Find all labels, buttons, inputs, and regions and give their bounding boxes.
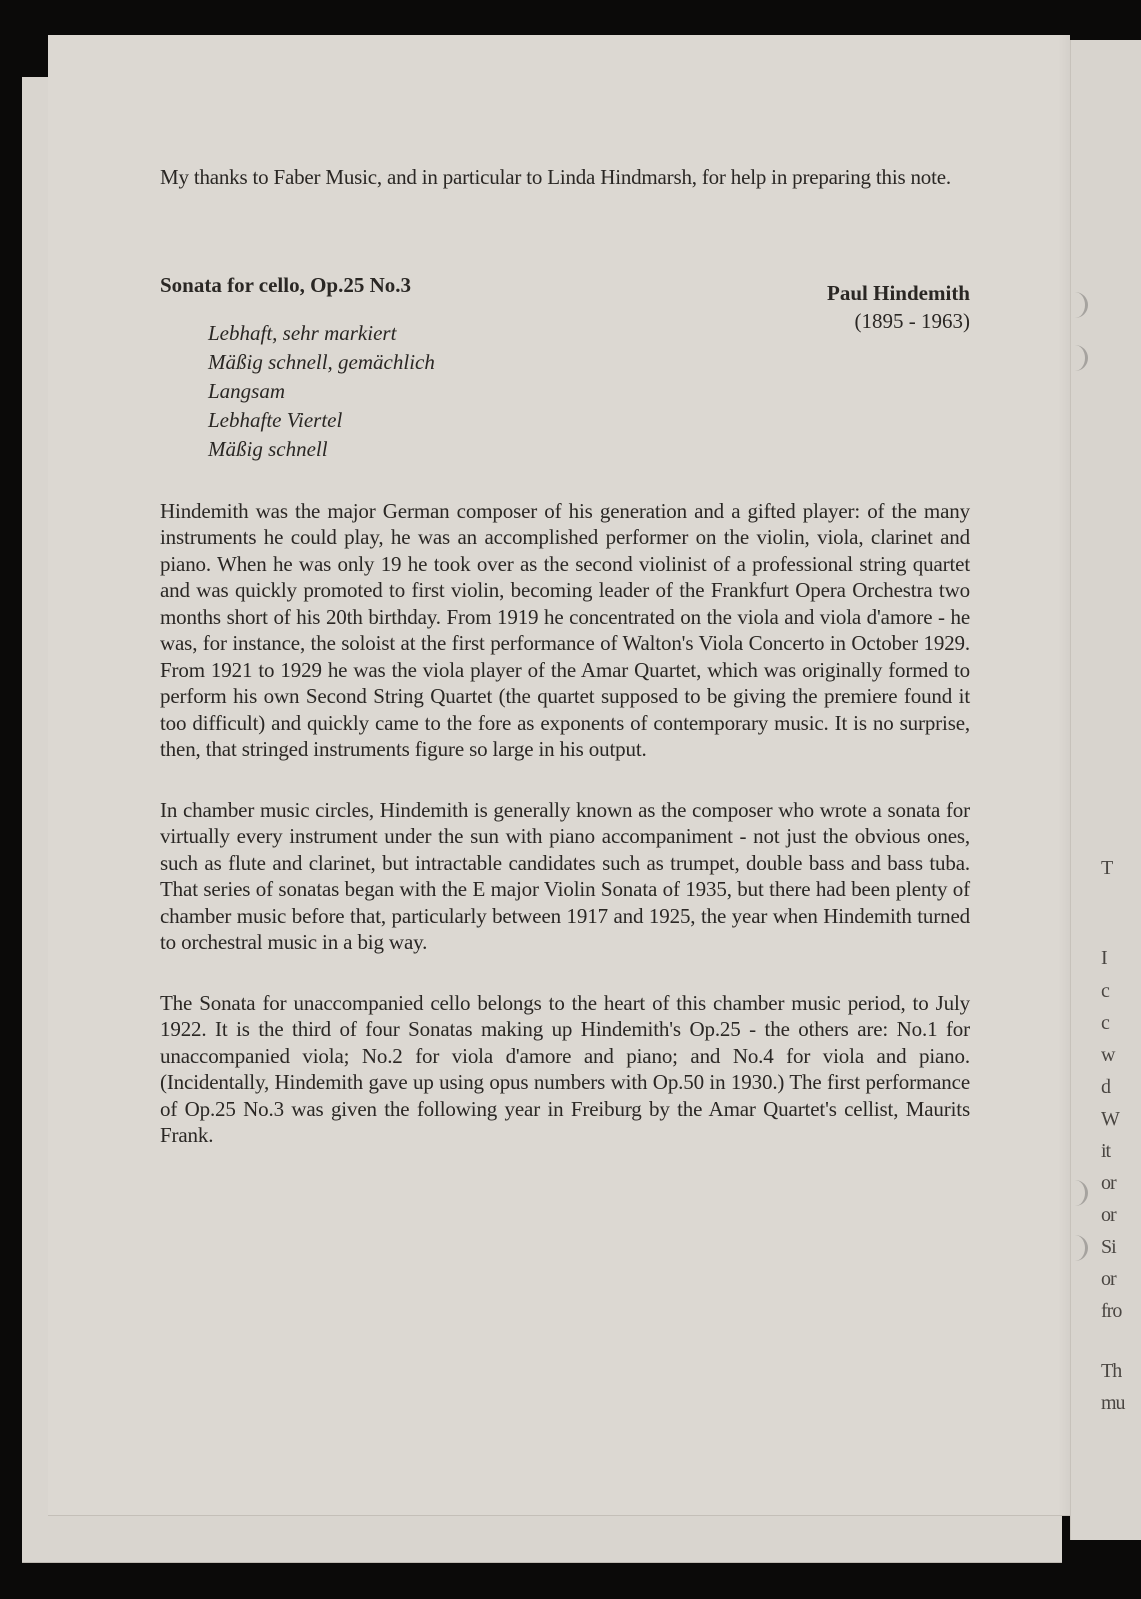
movement-item: Lebhaft, sehr markiert [208, 320, 397, 345]
body-paragraph-sonata: The Sonata for unaccompanied cello belongs to the heart of this chamber music period, to July 1922. It is the third of four Sonatas making up Hindemith's Op.25 - the others are: No.1 for unaccompanied viola; No.2 for viola d'amore and piano; and No.4 for viola and piano. (Incidentally, Hindemith gave up using opus numbers with Op.50 in 1930.) The first performance of Op.25 No.3 was given the following year in Freiburg by the Amar Quartet's cellist, Maurits Frank. [160, 990, 970, 1147]
body-paragraph-chamber-music: In chamber music circles, Hindemith is generally known as the composer who wrote a sonata for virtually every instrument under the sun with piano accompaniment - not just the obvious ones, such as flute and clarinet, but intractable candidates such as trumpet, double bass and bass tuba. That series of sonatas began with the E major Violin Sonata of 1935, but there had been plenty of chamber music before that, particularly between 1917 and 1925, the year when Hindemith turned to orchestral music in a big way. [160, 797, 970, 954]
acknowledgement-text: My thanks to Faber Music, and in particular to Linda Hindmarsh, for help in preparing this note. [160, 165, 951, 189]
adjacent-text-fragment: mu [1101, 1392, 1125, 1414]
composer-name: Paul Hindemith [827, 280, 970, 305]
adjacent-text-fragment: c [1101, 1012, 1109, 1034]
adjacent-text-fragment: w [1101, 1044, 1115, 1066]
movement-item: Mäßig schnell [208, 436, 328, 461]
page-content [160, 165, 970, 1149]
adjacent-text-fragment: Si [1101, 1236, 1116, 1258]
adjacent-text-fragment: I [1101, 947, 1107, 969]
document-page [48, 35, 1070, 1516]
adjacent-text-fragment: or [1101, 1268, 1116, 1290]
work-title: Sonata for cello, Op.25 No.3 [160, 272, 412, 297]
adjacent-text-fragment: c [1101, 980, 1109, 1002]
adjacent-text-fragment: W [1101, 1108, 1119, 1130]
adjacent-page-strip [1070, 40, 1141, 1540]
adjacent-text-fragment: d [1101, 1076, 1110, 1098]
composer-dates: (1895 - 1963) [854, 308, 970, 333]
staple-icon [1075, 1235, 1088, 1261]
adjacent-text-fragment: or [1101, 1204, 1116, 1226]
adjacent-text-fragment: T [1101, 857, 1113, 879]
adjacent-text-fragment: it [1101, 1140, 1111, 1162]
movement-item: Lebhafte Viertel [208, 407, 343, 432]
body-paragraph-biography: Hindemith was the major German composer of his generation and a gifted player: of the many instruments he could play, he was an accomplished performer on the violin, viola, clarinet and piano. When he was only 19 he took over as the second violinist of a professional string quartet and was quickly promoted to first violin, becoming leader of the Frankfurt Opera Orchestra two months short of his 20th birthday. From 1919 he concentrated on the viola and viola d'amore - he was, for instance, the soloist at the first performance of Walton's Viola Concerto in October 1929. From 1921 to 1929 he was the viola player of the Amar Quartet, which was originally formed to perform his own Second String Quartet (the quartet supposed to be giving the premiere found it too difficult) and quickly came to the fore as exponents of contemporary music. It is no surprise, then, that stringed instruments figure so large in his output. [160, 498, 970, 761]
composer-block [827, 279, 970, 335]
adjacent-text-fragment: or [1101, 1172, 1116, 1194]
staple-icon [1075, 292, 1088, 318]
staple-icon [1075, 345, 1088, 371]
work-header [160, 273, 970, 333]
movement-item: Langsam [208, 378, 286, 403]
movement-list [208, 319, 970, 464]
staple-icon [1075, 1180, 1088, 1206]
adjacent-text-fragment: fro [1101, 1300, 1122, 1322]
movement-item: Mäßig schnell, gemächlich [208, 349, 435, 374]
adjacent-text-fragment: Th [1101, 1360, 1122, 1382]
